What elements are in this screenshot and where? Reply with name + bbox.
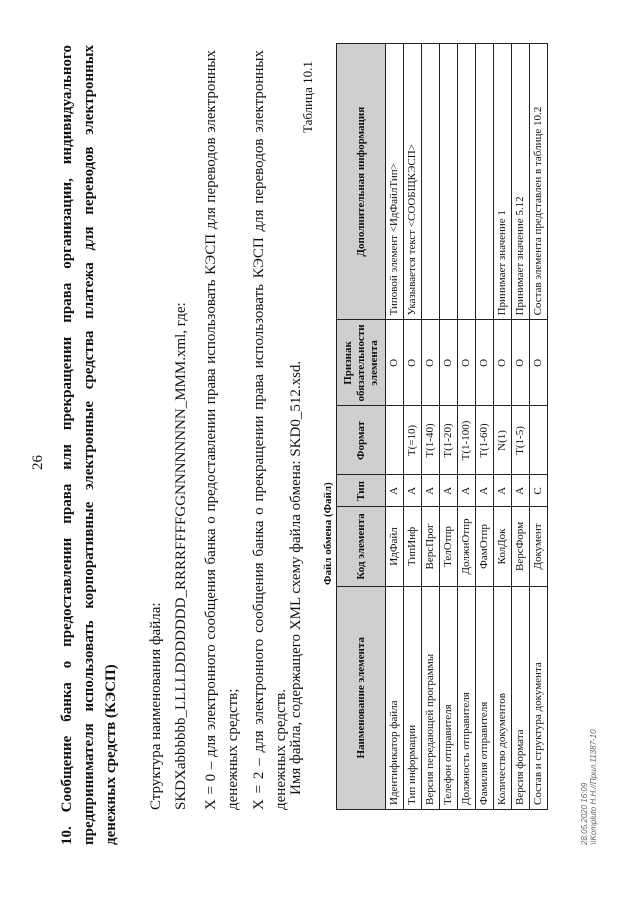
x2-description: X = 2 – для электронного сообщения банка о прекращении права использовать КЭСП для переводов электронных денежных средств. bbox=[251, 50, 289, 810]
element-format: T(1-40) bbox=[422, 406, 440, 475]
element-info: Типовой элемент <ИдФайлТип> bbox=[386, 44, 404, 320]
table-header-row bbox=[337, 44, 386, 810]
element-format: T(1-5) bbox=[512, 406, 530, 475]
element-type: С bbox=[530, 475, 548, 507]
table-title: Файл обмена (Файл) bbox=[322, 482, 334, 585]
section-heading: 10. Сообщение банка о предоставлении права или прекращении права организации, индивидуального предпринимателя использовать корпоративные электронные средства платежа для переводов электронных денежных средств (КЭСП) bbox=[59, 45, 119, 845]
element-format: T(=10) bbox=[404, 406, 422, 475]
element-name: Идентификатор файла bbox=[386, 586, 404, 809]
element-code: ВерсПрог bbox=[422, 507, 440, 586]
column-header: Код элемента bbox=[337, 507, 386, 586]
column-header: Тип bbox=[337, 475, 386, 507]
element-format: N(1) bbox=[494, 406, 512, 475]
element-format: T(1-100) bbox=[458, 406, 476, 475]
table-row bbox=[458, 44, 476, 810]
table-row bbox=[530, 44, 548, 810]
element-type: А bbox=[422, 475, 440, 507]
element-name: Версия передающей программы bbox=[422, 586, 440, 809]
table-row bbox=[422, 44, 440, 810]
element-name: Количество документов bbox=[494, 586, 512, 809]
element-type: А bbox=[404, 475, 422, 507]
x0-description: X = 0 – для электронного сообщения банка о предоставлении права использовать КЭСП для переводов электронных денежных средств; bbox=[203, 50, 241, 810]
element-name: Должность отправителя bbox=[458, 586, 476, 809]
element-code: ТелОтпр bbox=[440, 507, 458, 586]
element-type: А bbox=[512, 475, 530, 507]
page-number: 26 bbox=[30, 455, 46, 470]
element-required: О bbox=[386, 320, 404, 406]
element-required: О bbox=[404, 320, 422, 406]
element-info: Принимает значение 1 bbox=[494, 44, 512, 320]
column-header: Наименование элемента bbox=[337, 586, 386, 809]
table-row bbox=[494, 44, 512, 810]
column-header: Признак обязательности элемента bbox=[337, 320, 386, 406]
element-info bbox=[440, 44, 458, 320]
element-code: ИдФайл bbox=[386, 507, 404, 586]
element-required: О bbox=[458, 320, 476, 406]
elements-table bbox=[336, 43, 548, 810]
table-row bbox=[512, 44, 530, 810]
signature-stamp-author: \\Kompluto H.H.//Прил.11387-10 bbox=[589, 729, 598, 845]
element-required: О bbox=[440, 320, 458, 406]
table-caption: Таблица 10.1 bbox=[300, 61, 315, 133]
element-info: Указывается текст <СООБЩКЭСП> bbox=[404, 44, 422, 320]
element-format: T(1-60) bbox=[476, 406, 494, 475]
element-info: Принимает значение 5.12 bbox=[512, 44, 530, 320]
element-required: О bbox=[530, 320, 548, 406]
schema-file-name: Имя файла, содержащего XML схему файла обмена: SKD0_512.xsd. bbox=[288, 360, 304, 795]
element-format: T(1-20) bbox=[440, 406, 458, 475]
element-type: А bbox=[440, 475, 458, 507]
element-name: Состав и структура документа bbox=[530, 586, 548, 809]
element-required: О bbox=[512, 320, 530, 406]
column-header: Дополнительная информация bbox=[337, 44, 386, 320]
element-format bbox=[530, 406, 548, 475]
element-info bbox=[476, 44, 494, 320]
element-required: О bbox=[476, 320, 494, 406]
table-row bbox=[404, 44, 422, 810]
element-type: А bbox=[386, 475, 404, 507]
table-row bbox=[440, 44, 458, 810]
element-info: Состав элемента представлен в таблице 10.2 bbox=[530, 44, 548, 320]
element-info bbox=[422, 44, 440, 320]
element-name: Версия формата bbox=[512, 586, 530, 809]
element-type: А bbox=[476, 475, 494, 507]
signature-stamp-date: 28.05.2020 16:09 bbox=[580, 782, 589, 845]
element-code: КолДок bbox=[494, 507, 512, 586]
element-code: ТипИнф bbox=[404, 507, 422, 586]
element-type: А bbox=[494, 475, 512, 507]
element-code: ФамОтпр bbox=[476, 507, 494, 586]
table-row bbox=[386, 44, 404, 810]
element-type: А bbox=[458, 475, 476, 507]
element-name: Телефон отправителя bbox=[440, 586, 458, 809]
column-header: Формат bbox=[337, 406, 386, 475]
structure-label: Структура наименования файла: bbox=[148, 602, 164, 810]
element-format bbox=[386, 406, 404, 475]
element-code: ВерсФорм bbox=[512, 507, 530, 586]
element-name: Тип информации bbox=[404, 586, 422, 809]
element-required: О bbox=[494, 320, 512, 406]
element-code: Документ bbox=[530, 507, 548, 586]
element-info bbox=[458, 44, 476, 320]
element-required: О bbox=[422, 320, 440, 406]
element-name: Фамилия отправителя bbox=[476, 586, 494, 809]
element-code: ДолжнОтпр bbox=[458, 507, 476, 586]
table-row bbox=[476, 44, 494, 810]
structure-value: SKDXabbbbbb_LLLLDDDDDDD_RRRRFFFFGGNNNNNNNN_MMM.xml, где: bbox=[173, 302, 189, 810]
